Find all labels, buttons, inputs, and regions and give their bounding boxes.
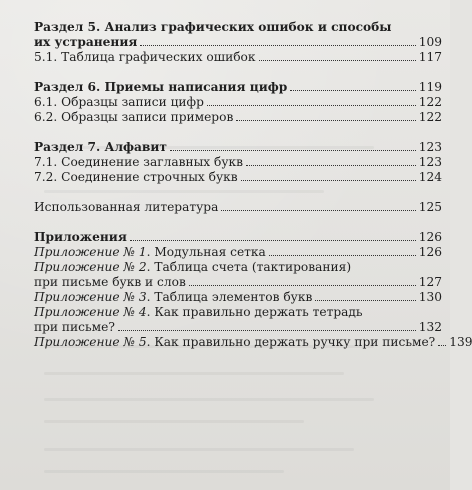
entry-label: 5.1. Таблица графических ошибок — [34, 50, 256, 64]
section-7-title: Раздел 7. Алфавит — [34, 140, 167, 154]
leader-dots — [118, 330, 416, 331]
section-6-entry[interactable] — [34, 80, 442, 95]
entry-page: 124 — [418, 170, 442, 184]
entry-label: 6.1. Образцы записи цифр — [34, 95, 204, 109]
entry-page: 139 — [449, 335, 472, 349]
section-5-title: Раздел 5. Анализ графических ошибок и способы — [34, 20, 392, 34]
leader-dots — [269, 255, 416, 256]
appendix-prefix: Приложение № 4 — [34, 305, 147, 319]
toc-entry-5-1[interactable] — [34, 50, 442, 65]
toc-entry-appendix-4-line1[interactable] — [34, 305, 442, 320]
bleed-through-mark — [44, 398, 374, 401]
leader-dots — [170, 150, 416, 151]
section-5-page: 109 — [418, 35, 442, 49]
entry-label — [34, 245, 266, 260]
entry-label: 7.2. Соединение строчных букв — [34, 170, 238, 184]
appendix-text: . Модульная сетка — [146, 245, 266, 259]
entry-label: 6.2. Образцы записи примеров — [34, 110, 234, 124]
appendices-entry[interactable] — [34, 230, 442, 245]
toc-entry-appendix-5[interactable] — [34, 335, 472, 350]
bleed-through-mark — [44, 420, 304, 423]
leader-dots — [140, 45, 415, 46]
leader-dots — [236, 120, 415, 121]
appendix-prefix: Приложение № 2 — [34, 260, 147, 274]
literature-label: Использованная литература — [34, 200, 219, 214]
section-5-entry[interactable] — [34, 35, 442, 50]
entry-page: 126 — [418, 245, 442, 259]
table-of-contents — [34, 20, 472, 350]
literature-page: 125 — [418, 200, 442, 214]
leader-dots — [246, 165, 416, 166]
appendix-text-cont: при письме букв и слов — [34, 275, 186, 289]
entry-page: 130 — [418, 290, 442, 304]
entry-page: 123 — [418, 155, 442, 169]
appendix-text: . Таблица счета (тактирования) — [146, 260, 352, 274]
toc-entry-6-1[interactable] — [34, 95, 442, 110]
entry-label: 7.1. Соединение заглавных букв — [34, 155, 244, 169]
leader-dots — [189, 285, 416, 286]
toc-entry-7-2[interactable] — [34, 170, 442, 185]
toc-entry-appendix-3[interactable] — [34, 290, 442, 305]
section-7-entry[interactable] — [34, 140, 442, 155]
leader-dots — [315, 300, 415, 301]
section-5-title-cont: их устранения — [34, 35, 138, 49]
entry-page: 122 — [418, 110, 442, 124]
entry-page: 122 — [418, 95, 442, 109]
bleed-through-mark — [44, 448, 354, 451]
leader-dots — [207, 105, 416, 106]
bleed-through-mark — [44, 470, 284, 473]
toc-entry-appendix-4[interactable] — [34, 320, 442, 335]
appendix-text: . Как правильно держать ручку при письме? — [146, 335, 436, 349]
appendix-text-cont: при письме? — [34, 320, 115, 334]
toc-entry-appendix-1[interactable] — [34, 245, 442, 260]
appendices-page: 126 — [418, 230, 442, 244]
entry-page: 117 — [418, 50, 442, 64]
appendix-prefix: Приложение № 3 — [34, 290, 147, 304]
leader-dots — [221, 210, 415, 211]
toc-entry-appendix-2[interactable] — [34, 275, 442, 290]
appendices-title: Приложения — [34, 230, 127, 244]
toc-entry-appendix-2-line1[interactable] — [34, 260, 442, 275]
section-7-page: 123 — [418, 140, 442, 154]
entry-label — [34, 290, 312, 305]
leader-dots — [290, 90, 415, 91]
appendix-prefix: Приложение № 1 — [34, 245, 147, 259]
section-6-title: Раздел 6. Приемы написания цифр — [34, 80, 288, 94]
appendix-prefix: Приложение № 5 — [34, 335, 147, 349]
toc-entry-6-2[interactable] — [34, 110, 442, 125]
leader-dots — [241, 180, 416, 181]
toc-entry-literature[interactable] — [34, 200, 442, 215]
bleed-through-mark — [44, 372, 344, 375]
entry-page: 127 — [418, 275, 442, 289]
section-6-page: 119 — [418, 80, 442, 94]
appendix-text: . Как правильно держать тетрадь — [146, 305, 363, 319]
leader-dots — [438, 345, 446, 346]
appendix-text: . Таблица элементов букв — [146, 290, 313, 304]
leader-dots — [130, 240, 416, 241]
toc-entry-7-1[interactable] — [34, 155, 442, 170]
entry-label — [34, 335, 435, 350]
leader-dots — [259, 60, 416, 61]
entry-page: 132 — [418, 320, 442, 334]
